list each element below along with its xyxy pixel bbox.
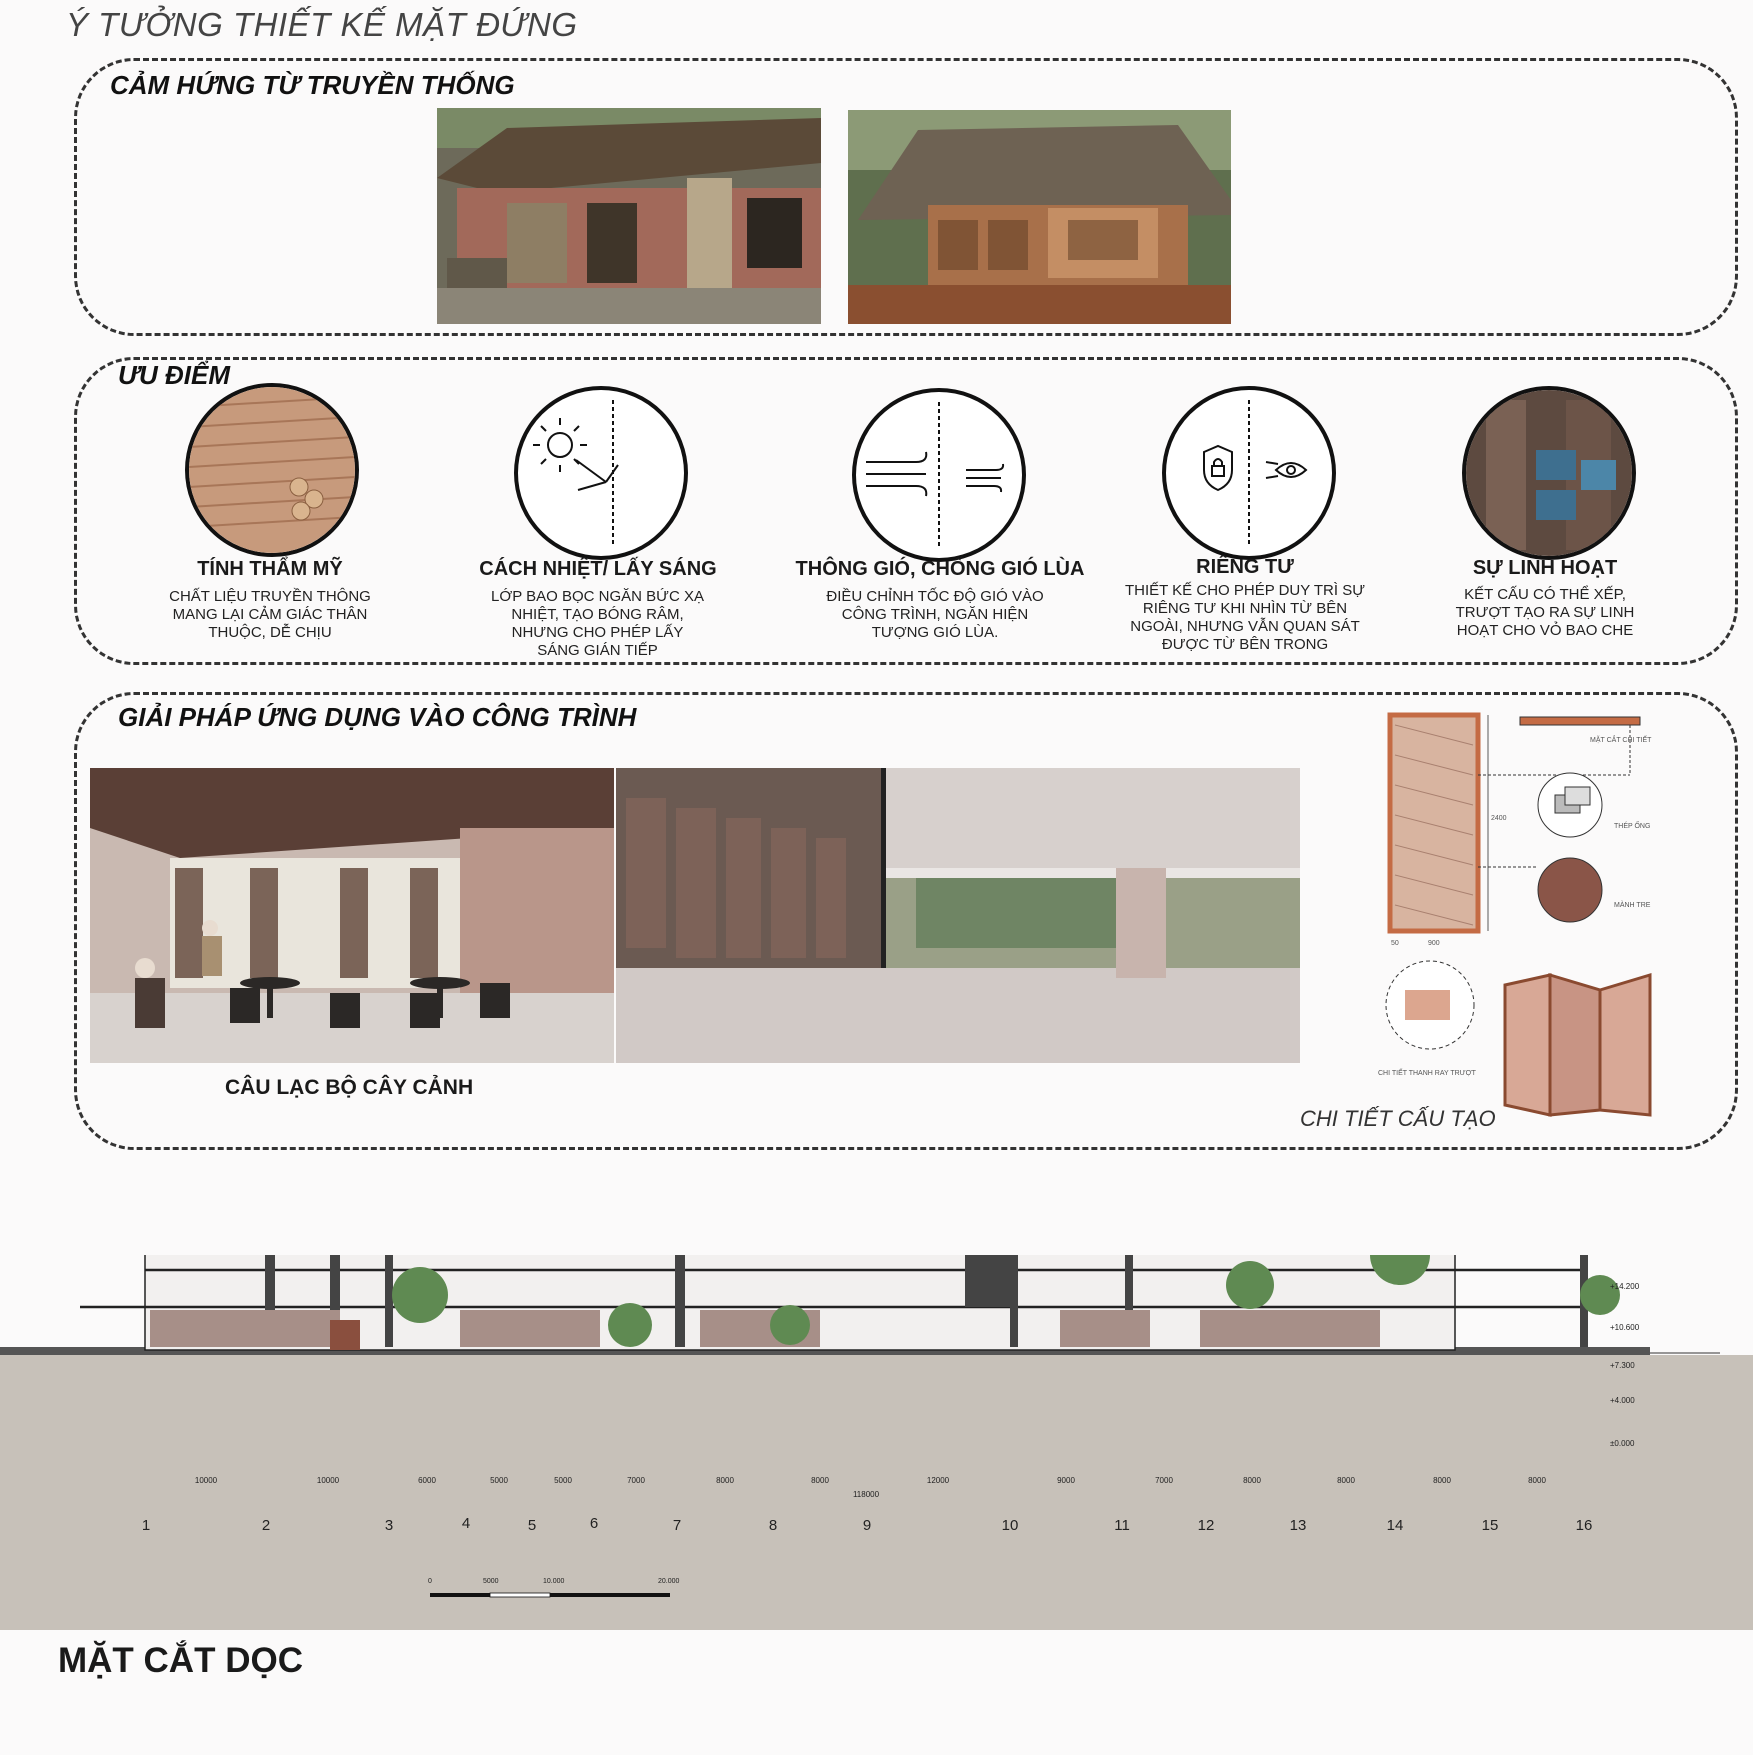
bamboo-mat-icon [185, 383, 359, 557]
longitudinal-section-drawing [0, 1255, 1753, 1630]
solution-title: GIẢI PHÁP ỨNG DỤNG VÀO CÔNG TRÌNH [118, 702, 637, 732]
span-dimension: 7000 [1155, 1476, 1173, 1485]
club-caption: CÂU LẠC BỘ CÂY CẢNH [225, 1076, 474, 1099]
span-dimension: 8000 [1337, 1476, 1355, 1485]
grid-label: 10 [1001, 1517, 1019, 1534]
level-label: +14.200 [1610, 1282, 1640, 1291]
facade-icon [1462, 386, 1636, 560]
club-interior-render [90, 768, 614, 1063]
grid-label: 12 [1197, 1517, 1215, 1534]
grid-label: 2 [261, 1517, 271, 1534]
span-dimension: 8000 [1243, 1476, 1261, 1485]
facade-screen-render [616, 768, 1300, 1063]
traditional-house-photo-1 [437, 108, 821, 324]
detail-label-bamboo: MÀNH TRE [1614, 902, 1651, 909]
aesthetic-title: TÍNH THẨM MỸ [197, 558, 343, 580]
inspiration-title: CẢM HỨNG TỪ TRUYỀN THỐNG [110, 70, 515, 100]
insulation-desc: LỚP BAO BỌC NGĂN BỨC XẠ NHIỆT, TẠO BÓNG RÂM, NHƯNG CHO PHÉP LẤY SÁNG GIÁN TIẾP [491, 588, 704, 659]
level-label: +10.600 [1610, 1323, 1640, 1332]
span-dimension: 7000 [627, 1476, 645, 1485]
construction-detail-drawing [1360, 705, 1690, 1125]
ventilation-desc: ĐIỀU CHỈNH TỐC ĐỘ GIÓ VÀO CÔNG TRÌNH, NGĂN HIỆN TƯỢNG GIÓ LÙA. [826, 588, 1044, 641]
detail-caption: CHI TIẾT CẤU TẠO [1300, 1106, 1496, 1131]
detail-dim-width: 900 [1428, 940, 1440, 947]
grid-label: 7 [672, 1517, 682, 1534]
privacy-desc: THIẾT KẾ CHO PHÉP DUY TRÌ SỰ RIÊNG TƯ KHI NHÌN TỪ BÊN NGOÀI, NHƯNG VẪN QUAN SÁT ĐƯỢC TỪ BÊN TRONG [1124, 582, 1366, 653]
grid-label: 14 [1386, 1517, 1404, 1534]
scale-label: 5000 [483, 1578, 499, 1585]
grid-label: 5 [527, 1517, 537, 1534]
aesthetic-desc: CHẤT LIỆU TRUYỀN THÔNG MANG LẠI CẢM GIÁC THÂN THUỘC, DỄ CHỊU [169, 588, 371, 641]
traditional-house-photo-2 [848, 110, 1231, 324]
grid-label: 16 [1575, 1517, 1593, 1534]
scale-bar [430, 1588, 680, 1598]
section-title: MẶT CẮT DỌC [58, 1641, 303, 1680]
detail-dim-height: 2400 [1491, 815, 1507, 822]
span-dimension: 8000 [716, 1476, 734, 1485]
grid-label: 6 [589, 1515, 599, 1532]
grid-label: 9 [862, 1517, 872, 1534]
ventilation-title: THÔNG GIÓ, CHỐNG GIÓ LÙA [795, 558, 1085, 580]
span-dimension: 9000 [1057, 1476, 1075, 1485]
scale-label: 20.000 [658, 1578, 680, 1585]
total-length: 118000 [852, 1490, 880, 1499]
level-label: +4.000 [1610, 1396, 1635, 1405]
wind-icon [852, 388, 1026, 562]
advantages-title: ƯU ĐIỂM [118, 360, 231, 390]
grid-label: 8 [768, 1517, 778, 1534]
span-dimension: 8000 [1528, 1476, 1546, 1485]
detail-label-steel: THÉP ỐNG [1614, 823, 1651, 830]
scale-label: 0 [428, 1578, 432, 1585]
page-title: Ý TƯỞNG THIẾT KẾ MẶT ĐỨNG [66, 6, 578, 43]
sun-screen-icon [514, 386, 688, 560]
span-dimension: 5000 [554, 1476, 572, 1485]
flexibility-title: SỰ LINH HOẠT [1472, 557, 1618, 579]
detail-label-section: MẶT CẮT CHI TIẾT [1590, 737, 1652, 744]
span-dimension: 6000 [418, 1476, 436, 1485]
grid-label: 3 [384, 1517, 394, 1534]
span-dimension: 10000 [316, 1476, 340, 1485]
span-dimension: 8000 [811, 1476, 829, 1485]
insulation-title: CÁCH NHIỆT/ LẤY SÁNG [479, 558, 717, 580]
privacy-title: RIÊNG TƯ [1196, 556, 1294, 578]
level-label: +7.300 [1610, 1361, 1635, 1370]
span-dimension: 12000 [926, 1476, 950, 1485]
grid-label: 1 [141, 1517, 151, 1534]
span-dimension: 8000 [1433, 1476, 1451, 1485]
grid-label: 11 [1114, 1517, 1130, 1534]
grid-label: 13 [1289, 1517, 1307, 1534]
grid-label: 15 [1481, 1517, 1499, 1534]
detail-dim-side: 50 [1391, 940, 1399, 947]
flexibility-desc: KẾT CẤU CÓ THỂ XẾP, TRƯỢT TẠO RA SỰ LINH HOẠT CHO VỎ BAO CHE [1455, 586, 1635, 639]
grid-label: 4 [461, 1515, 471, 1532]
scale-label: 10.000 [543, 1578, 565, 1585]
span-dimension: 5000 [490, 1476, 508, 1485]
privacy-eye-icon [1162, 386, 1336, 560]
detail-label-rail: CHI TIẾT THANH RAY TRƯỢT [1378, 1070, 1476, 1077]
span-dimension: 10000 [194, 1476, 218, 1485]
level-label: ±0.000 [1610, 1439, 1635, 1448]
